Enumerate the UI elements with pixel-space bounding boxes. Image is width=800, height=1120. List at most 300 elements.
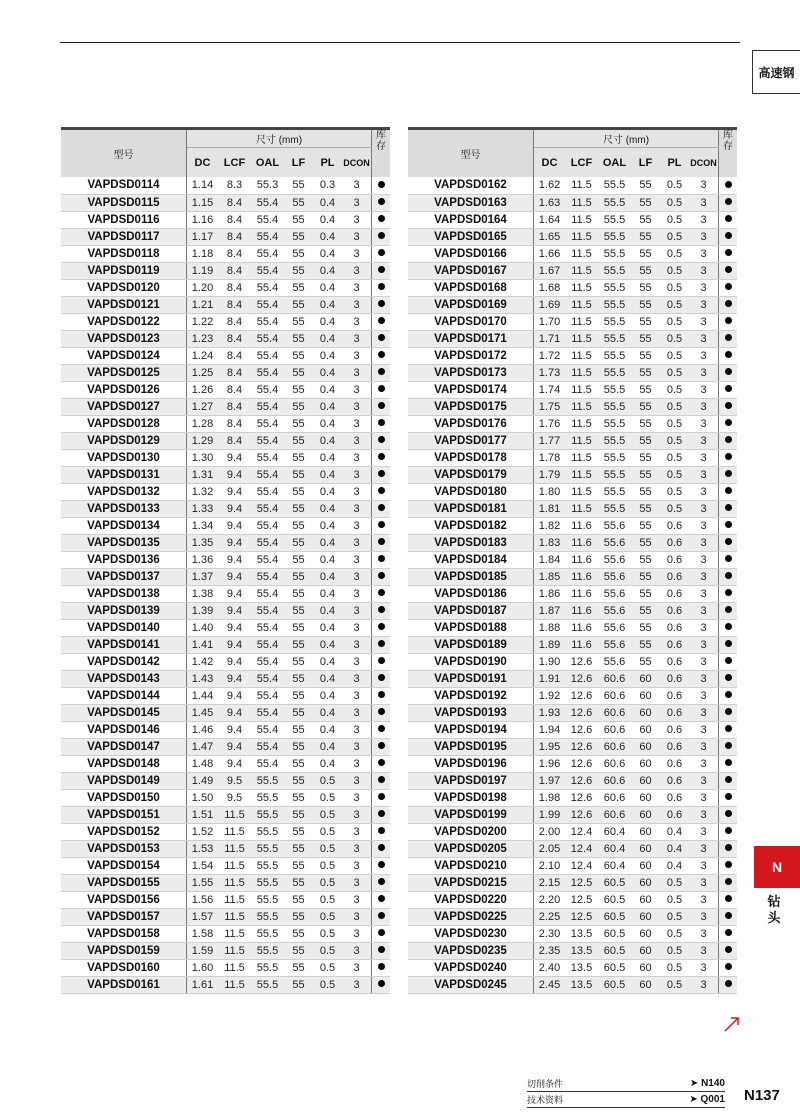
in-stock-dot-icon	[725, 538, 732, 545]
value-cell: 3	[342, 670, 372, 687]
in-stock-dot-icon	[725, 929, 732, 936]
value-cell: 0.6	[660, 653, 689, 670]
value-cell: 55	[631, 279, 660, 296]
stock-cell	[719, 925, 738, 942]
stock-cell	[719, 398, 738, 415]
value-cell: 3	[689, 789, 719, 806]
value-cell: 3	[689, 602, 719, 619]
in-stock-dot-icon	[378, 708, 385, 715]
value-cell: 3	[689, 194, 719, 211]
model-cell: VAPDSD0129	[61, 432, 187, 449]
value-cell: 9.4	[218, 704, 251, 721]
value-cell: 60.6	[598, 738, 631, 755]
stock-cell	[719, 857, 738, 874]
value-cell: 1.65	[534, 228, 566, 245]
value-cell: 55.5	[251, 789, 284, 806]
value-cell: 3	[342, 415, 372, 432]
model-cell: VAPDSD0188	[408, 619, 534, 636]
value-cell: 60	[631, 772, 660, 789]
stock-cell	[372, 874, 391, 891]
value-cell: 11.5	[218, 959, 251, 976]
value-cell: 8.4	[218, 211, 251, 228]
value-cell: 55	[284, 636, 313, 653]
model-cell: VAPDSD0148	[61, 755, 187, 772]
stock-cell	[372, 398, 391, 415]
model-cell: VAPDSD0195	[408, 738, 534, 755]
value-cell: 55.4	[251, 228, 284, 245]
value-cell: 0.4	[313, 296, 342, 313]
value-cell: 1.31	[187, 466, 219, 483]
value-cell: 3	[342, 313, 372, 330]
value-cell: 0.5	[313, 925, 342, 942]
value-cell: 0.4	[313, 194, 342, 211]
value-cell: 9.4	[218, 755, 251, 772]
col-header-dc: DC	[187, 148, 219, 178]
product-table-right	[408, 127, 737, 994]
value-cell: 9.4	[218, 653, 251, 670]
stock-cell	[719, 381, 738, 398]
value-cell: 3	[689, 704, 719, 721]
value-cell: 55	[284, 551, 313, 568]
table-row	[408, 381, 737, 398]
model-cell: VAPDSD0143	[61, 670, 187, 687]
model-cell: VAPDSD0192	[408, 687, 534, 704]
value-cell: 13.5	[565, 959, 598, 976]
table-row	[408, 279, 737, 296]
stock-cell	[372, 330, 391, 347]
value-cell: 11.5	[218, 874, 251, 891]
value-cell: 8.4	[218, 228, 251, 245]
value-cell: 55	[284, 177, 313, 194]
value-cell: 3	[689, 228, 719, 245]
table-row	[408, 330, 737, 347]
value-cell: 0.4	[313, 636, 342, 653]
value-cell: 3	[689, 568, 719, 585]
value-cell: 12.6	[565, 806, 598, 823]
model-cell: VAPDSD0183	[408, 534, 534, 551]
in-stock-dot-icon	[378, 419, 385, 426]
in-stock-dot-icon	[378, 895, 385, 902]
footer-ref-link[interactable]: ➤ Q001	[689, 1094, 725, 1105]
in-stock-dot-icon	[725, 555, 732, 562]
in-stock-dot-icon	[725, 759, 732, 766]
value-cell: 0.5	[313, 806, 342, 823]
value-cell: 3	[689, 466, 719, 483]
value-cell: 3	[689, 585, 719, 602]
table-row	[61, 245, 390, 262]
stock-cell	[719, 194, 738, 211]
value-cell: 60.5	[598, 976, 631, 993]
in-stock-dot-icon	[378, 198, 385, 205]
in-stock-dot-icon	[378, 589, 385, 596]
model-cell: VAPDSD0196	[408, 755, 534, 772]
category-tab[interactable]: 高速钢	[752, 50, 800, 94]
in-stock-dot-icon	[378, 912, 385, 919]
value-cell: 0.5	[660, 976, 689, 993]
table-row	[61, 959, 390, 976]
value-cell: 0.5	[660, 228, 689, 245]
value-cell: 11.5	[565, 330, 598, 347]
table-row	[408, 398, 737, 415]
value-cell: 0.4	[313, 483, 342, 500]
stock-cell	[719, 228, 738, 245]
table-row	[408, 738, 737, 755]
table-row	[61, 976, 390, 993]
value-cell: 0.6	[660, 585, 689, 602]
model-cell: VAPDSD0176	[408, 415, 534, 432]
value-cell: 9.4	[218, 619, 251, 636]
in-stock-dot-icon	[725, 368, 732, 375]
value-cell: 9.4	[218, 670, 251, 687]
footer-row-technical[interactable]	[527, 1092, 725, 1108]
in-stock-dot-icon	[378, 963, 385, 970]
value-cell: 13.5	[565, 942, 598, 959]
value-cell: 55.4	[251, 466, 284, 483]
in-stock-dot-icon	[725, 300, 732, 307]
model-cell: VAPDSD0125	[61, 364, 187, 381]
in-stock-dot-icon	[378, 946, 385, 953]
value-cell: 60	[631, 721, 660, 738]
model-cell: VAPDSD0136	[61, 551, 187, 568]
value-cell: 1.58	[187, 925, 219, 942]
value-cell: 1.81	[534, 500, 566, 517]
table-row	[408, 806, 737, 823]
value-cell: 2.45	[534, 976, 566, 993]
table-row	[408, 942, 737, 959]
value-cell: 0.5	[660, 211, 689, 228]
model-cell: VAPDSD0152	[61, 823, 187, 840]
table-row	[408, 245, 737, 262]
value-cell: 3	[342, 228, 372, 245]
value-cell: 1.19	[187, 262, 219, 279]
in-stock-dot-icon	[725, 742, 732, 749]
value-cell: 1.56	[187, 891, 219, 908]
value-cell: 55.6	[598, 517, 631, 534]
col-header-pl: PL	[660, 148, 689, 178]
table-row	[61, 891, 390, 908]
value-cell: 60	[631, 755, 660, 772]
in-stock-dot-icon	[725, 708, 732, 715]
model-cell: VAPDSD0134	[61, 517, 187, 534]
model-cell: VAPDSD0160	[61, 959, 187, 976]
model-cell: VAPDSD0150	[61, 789, 187, 806]
value-cell: 60	[631, 959, 660, 976]
in-stock-dot-icon	[725, 810, 732, 817]
stock-cell	[719, 602, 738, 619]
value-cell: 55.5	[598, 245, 631, 262]
value-cell: 55	[284, 772, 313, 789]
value-cell: 60.6	[598, 704, 631, 721]
stock-cell	[372, 194, 391, 211]
model-cell: VAPDSD0118	[61, 245, 187, 262]
model-cell: VAPDSD0158	[61, 925, 187, 942]
stock-cell	[372, 602, 391, 619]
model-cell: VAPDSD0167	[408, 262, 534, 279]
value-cell: 3	[689, 347, 719, 364]
value-cell: 55	[631, 296, 660, 313]
value-cell: 1.89	[534, 636, 566, 653]
value-cell: 55.5	[251, 891, 284, 908]
in-stock-dot-icon	[378, 657, 385, 664]
value-cell: 55.6	[598, 568, 631, 585]
value-cell: 55.5	[251, 772, 284, 789]
value-cell: 1.18	[187, 245, 219, 262]
value-cell: 2.10	[534, 857, 566, 874]
model-cell: VAPDSD0146	[61, 721, 187, 738]
value-cell: 55.5	[251, 959, 284, 976]
value-cell: 55.5	[251, 908, 284, 925]
value-cell: 0.4	[313, 534, 342, 551]
value-cell: 11.5	[565, 466, 598, 483]
value-cell: 60	[631, 942, 660, 959]
table-row	[408, 925, 737, 942]
stock-cell	[372, 772, 391, 789]
in-stock-dot-icon	[725, 317, 732, 324]
value-cell: 55	[284, 942, 313, 959]
table-row	[61, 653, 390, 670]
value-cell: 3	[342, 262, 372, 279]
value-cell: 1.46	[187, 721, 219, 738]
value-cell: 1.17	[187, 228, 219, 245]
value-cell: 60.5	[598, 925, 631, 942]
value-cell: 55	[284, 432, 313, 449]
table-row	[408, 789, 737, 806]
value-cell: 55	[631, 194, 660, 211]
value-cell: 1.47	[187, 738, 219, 755]
value-cell: 11.5	[565, 194, 598, 211]
table-row	[408, 483, 737, 500]
model-cell: VAPDSD0199	[408, 806, 534, 823]
value-cell: 55	[631, 568, 660, 585]
value-cell: 3	[689, 177, 719, 194]
table-row	[408, 551, 737, 568]
value-cell: 55	[631, 466, 660, 483]
value-cell: 3	[689, 296, 719, 313]
value-cell: 55	[631, 619, 660, 636]
table-row	[61, 466, 390, 483]
value-cell: 1.33	[187, 500, 219, 517]
value-cell: 2.35	[534, 942, 566, 959]
value-cell: 3	[689, 517, 719, 534]
value-cell: 55.4	[251, 330, 284, 347]
model-cell: VAPDSD0127	[61, 398, 187, 415]
in-stock-dot-icon	[378, 878, 385, 885]
value-cell: 55	[631, 381, 660, 398]
value-cell: 0.4	[660, 823, 689, 840]
value-cell: 11.5	[565, 432, 598, 449]
in-stock-dot-icon	[378, 215, 385, 222]
value-cell: 3	[689, 857, 719, 874]
col-header-dc: DC	[534, 148, 566, 178]
value-cell: 8.4	[218, 432, 251, 449]
value-cell: 3	[689, 823, 719, 840]
model-cell: VAPDSD0119	[61, 262, 187, 279]
value-cell: 55.5	[598, 500, 631, 517]
value-cell: 55.5	[251, 942, 284, 959]
table-row	[61, 806, 390, 823]
value-cell: 55	[631, 313, 660, 330]
model-cell: VAPDSD0173	[408, 364, 534, 381]
value-cell: 60	[631, 789, 660, 806]
value-cell: 1.88	[534, 619, 566, 636]
value-cell: 60	[631, 687, 660, 704]
model-cell: VAPDSD0159	[61, 942, 187, 959]
value-cell: 2.30	[534, 925, 566, 942]
in-stock-dot-icon	[378, 232, 385, 239]
value-cell: 0.5	[313, 891, 342, 908]
value-cell: 1.63	[534, 194, 566, 211]
stock-cell	[719, 670, 738, 687]
value-cell: 55.4	[251, 721, 284, 738]
value-cell: 3	[689, 500, 719, 517]
value-cell: 0.5	[660, 347, 689, 364]
table-row	[408, 755, 737, 772]
value-cell: 11.5	[565, 211, 598, 228]
model-cell: VAPDSD0157	[61, 908, 187, 925]
value-cell: 9.4	[218, 449, 251, 466]
value-cell: 3	[689, 942, 719, 959]
value-cell: 12.4	[565, 823, 598, 840]
value-cell: 55.4	[251, 568, 284, 585]
value-cell: 3	[342, 806, 372, 823]
value-cell: 1.69	[534, 296, 566, 313]
footer-ref-link[interactable]: ➤ N140	[689, 1078, 725, 1089]
model-cell: VAPDSD0116	[61, 211, 187, 228]
value-cell: 0.5	[313, 857, 342, 874]
value-cell: 55	[284, 500, 313, 517]
model-cell: VAPDSD0220	[408, 891, 534, 908]
value-cell: 1.26	[187, 381, 219, 398]
value-cell: 0.5	[660, 398, 689, 415]
stock-cell	[719, 466, 738, 483]
value-cell: 55.4	[251, 551, 284, 568]
value-cell: 3	[342, 568, 372, 585]
value-cell: 11.5	[565, 449, 598, 466]
value-cell: 1.35	[187, 534, 219, 551]
value-cell: 60	[631, 925, 660, 942]
in-stock-dot-icon	[378, 266, 385, 273]
model-cell: VAPDSD0117	[61, 228, 187, 245]
table-row	[61, 568, 390, 585]
value-cell: 1.64	[534, 211, 566, 228]
value-cell: 1.76	[534, 415, 566, 432]
table-row	[61, 177, 390, 194]
model-cell: VAPDSD0194	[408, 721, 534, 738]
stock-cell	[719, 585, 738, 602]
value-cell: 2.40	[534, 959, 566, 976]
stock-cell	[719, 534, 738, 551]
in-stock-dot-icon	[725, 674, 732, 681]
stock-cell	[372, 500, 391, 517]
stock-cell	[719, 942, 738, 959]
value-cell: 55.6	[598, 585, 631, 602]
value-cell: 60.6	[598, 670, 631, 687]
model-cell: VAPDSD0240	[408, 959, 534, 976]
table-row	[408, 840, 737, 857]
value-cell: 0.4	[313, 245, 342, 262]
model-cell: VAPDSD0164	[408, 211, 534, 228]
value-cell: 0.4	[313, 619, 342, 636]
value-cell: 55	[284, 534, 313, 551]
model-cell: VAPDSD0200	[408, 823, 534, 840]
table-row	[61, 279, 390, 296]
value-cell: 8.4	[218, 347, 251, 364]
value-cell: 1.28	[187, 415, 219, 432]
value-cell: 55	[284, 415, 313, 432]
value-cell: 55.4	[251, 398, 284, 415]
dimensions-header: 尺寸 (mm)	[187, 129, 372, 148]
in-stock-dot-icon	[725, 623, 732, 630]
value-cell: 3	[342, 432, 372, 449]
model-header: 型号	[61, 129, 187, 178]
col-header-lf: LF	[631, 148, 660, 178]
value-cell: 55.4	[251, 347, 284, 364]
value-cell: 11.6	[565, 636, 598, 653]
value-cell: 55.4	[251, 415, 284, 432]
value-cell: 3	[342, 398, 372, 415]
in-stock-dot-icon	[378, 793, 385, 800]
model-cell: VAPDSD0115	[61, 194, 187, 211]
stock-cell	[719, 959, 738, 976]
in-stock-dot-icon	[378, 640, 385, 647]
value-cell: 1.20	[187, 279, 219, 296]
in-stock-dot-icon	[378, 487, 385, 494]
value-cell: 0.4	[313, 585, 342, 602]
value-cell: 55.5	[598, 466, 631, 483]
value-cell: 55.6	[598, 653, 631, 670]
stock-cell	[372, 619, 391, 636]
value-cell: 0.4	[313, 500, 342, 517]
value-cell: 3	[342, 534, 372, 551]
table-row	[61, 194, 390, 211]
value-cell: 3	[689, 755, 719, 772]
table-row	[61, 381, 390, 398]
value-cell: 55	[631, 517, 660, 534]
value-cell: 0.4	[313, 347, 342, 364]
value-cell: 2.15	[534, 874, 566, 891]
stock-cell	[372, 704, 391, 721]
value-cell: 60	[631, 738, 660, 755]
model-cell: VAPDSD0168	[408, 279, 534, 296]
table-row	[408, 415, 737, 432]
value-cell: 3	[342, 500, 372, 517]
value-cell: 9.5	[218, 772, 251, 789]
table-row	[61, 415, 390, 432]
value-cell: 3	[689, 245, 719, 262]
value-cell: 3	[342, 330, 372, 347]
stock-cell	[372, 415, 391, 432]
reference-footer	[527, 1076, 725, 1108]
value-cell: 60	[631, 976, 660, 993]
value-cell: 11.6	[565, 602, 598, 619]
value-cell: 11.6	[565, 551, 598, 568]
value-cell: 55	[631, 211, 660, 228]
model-cell: VAPDSD0121	[61, 296, 187, 313]
value-cell: 0.6	[660, 551, 689, 568]
value-cell: 55	[284, 619, 313, 636]
stock-cell	[719, 211, 738, 228]
value-cell: 55.5	[598, 398, 631, 415]
value-cell: 3	[689, 398, 719, 415]
section-tab-n[interactable]: N	[754, 846, 800, 888]
footer-row-cutting[interactable]	[527, 1076, 725, 1092]
value-cell: 3	[689, 670, 719, 687]
value-cell: 0.5	[313, 976, 342, 993]
in-stock-dot-icon	[378, 606, 385, 613]
value-cell: 11.5	[218, 908, 251, 925]
value-cell: 0.6	[660, 670, 689, 687]
value-cell: 3	[342, 908, 372, 925]
